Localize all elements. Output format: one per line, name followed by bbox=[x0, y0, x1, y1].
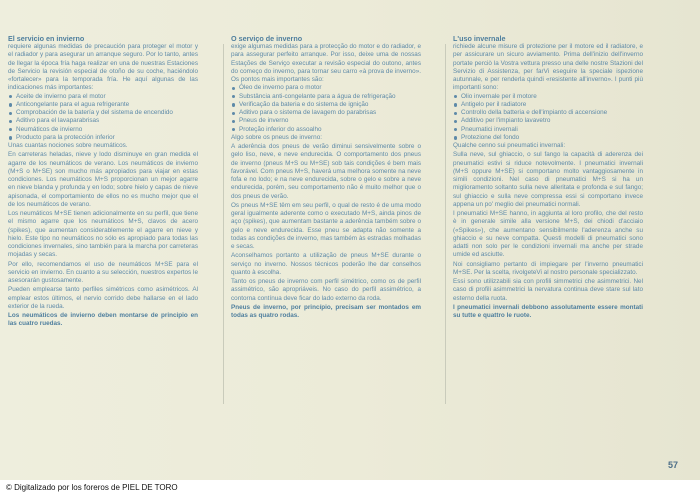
column-spanish bbox=[8, 34, 198, 434]
paragraph: Por ello, recomendamos el uso de neumáticos M+SE para el servicio en invierno. En cuanto a su selección, nuestros expertos le asesorarán gustosamente. bbox=[8, 260, 198, 284]
paragraph: Aconselhamos portanto a utilização de pneus M+SE durante o serviço no inverno. Nossos técnicos poderão lhe dar conselhos quanto à escolha. bbox=[231, 252, 421, 276]
tyre-notes-heading: Unas cuantas nociones sobre neumáticos. bbox=[8, 142, 128, 149]
column-divider bbox=[223, 44, 224, 404]
paragraph: Los neumáticos M+SE tienen adicionalmente en su perfil, que tiene el mismo agarre que los neumáticos M+S, clavos de acero (spikes), que aumentan considerablemente el agarre en nieve y hielo. Este tipo no neumáticos no sólo es apropiado para todas las condiciones invernales, sino también para la marcha por carreteras mojadas y secas. bbox=[8, 210, 198, 259]
list-item: Controllo della batteria e dell'impianto di accensione bbox=[453, 109, 643, 117]
checklist bbox=[231, 84, 421, 134]
intro-paragraph: exige algumas medidas para a protecção do motor e do radiador, e para assegurar perfeito arranque. Por isso, deixe uma de nossas Estações de Serviço executar a revisão especial do outono, antes do começo do inverno, para tornar seu carro «à prova de inverno». Os pontos mais importantes são: bbox=[231, 43, 421, 83]
closing-note: Los neumáticos de invierno deben montarse de principio en las cuatro ruedas. bbox=[8, 312, 198, 328]
list-item: Verificação da bateria e do sistema de ignição bbox=[231, 101, 421, 109]
tyre-notes-heading: Qualche cenno sui pneumatici invernali: bbox=[453, 142, 566, 149]
list-item: Neumáticos de invierno bbox=[8, 126, 198, 134]
list-item: Antigelo per il radiatore bbox=[453, 101, 643, 109]
section-heading-portuguese: O serviço de inverno bbox=[231, 34, 303, 43]
list-item: Substância anti-congelante para a água de refrigeração bbox=[231, 93, 421, 101]
list-item: Aceite de invierno para el motor bbox=[8, 93, 198, 101]
list-item: Aditivo para o sistema de lavagem do parabrisas bbox=[231, 109, 421, 117]
list-item: Óleo de inverno para o motor bbox=[231, 84, 421, 92]
paragraph: A aderência dos pneus de verão diminui sensivelmente sobre o gelo liso, neve, e neve endurecida. O comportamento dos pneus de inverno (pneus M+S ou M+SE) sob tais condições é bem mais favorável. Com pneus M+S, haverá uma melhora somente na neve fofa e no lodo; e na neve endurecida, sobre o gelo e sobre a neve endurecida, porém, seu comportamento não é muito melhor que o dos pneus de verão. bbox=[231, 143, 421, 200]
list-item: Pneus de inverno bbox=[231, 117, 421, 125]
checklist bbox=[453, 93, 643, 143]
list-item: Pneumatici invernali bbox=[453, 126, 643, 134]
intro-paragraph: richiede alcune misure di protezione per il motore ed il radiatore, e per assicurare un sicuro avviamento. Prima dell'inizio dell'inverno portate perciò la Vostra vettura presso una delle nostre Stazioni del Servizio di Assistenza, per farVi eseguire la speciale ispezione autunnale, e per renderla quindi «resistente all'inverno». I punti più importanti sono: bbox=[453, 43, 643, 92]
checklist bbox=[8, 93, 198, 143]
digitization-credit: © Digitalizado por los foreros de PIEL DE TORO bbox=[0, 480, 700, 495]
list-item: Protezione del fondo bbox=[453, 134, 643, 142]
closing-note: I pneumatici invernali debbono assolutamente essere montati su tutte e quattro le ruote. bbox=[453, 303, 643, 319]
list-item: Producto para la protección inferior bbox=[8, 134, 198, 142]
section-heading-italian: L'uso invernale bbox=[453, 34, 506, 43]
paragraph: Pueden emplearse tanto perfiles simétricos como asimétricos. Al emplear estos últimos, el nervio corrido debe hallarse en el lado exterior de la rueda. bbox=[8, 286, 198, 310]
list-item: Olio invernale per il motore bbox=[453, 93, 643, 101]
section-heading-spanish: El servicio en invierno bbox=[8, 34, 85, 43]
paragraph: En carreteras heladas, nieve y lodo disminuye en gran medida el agarre de los neumáticos de verano. Los neumáticos de invierno (M+S o M+SE) son mucho más apropiados para viajar en estas condiciones. Los neumáticos M+S proporcionan un mejor agarre en nieve blanda y profunda y en lodo; sobre hielo y capas de nieve apisonada, el comportamiento de ellos no es mucho mejor que el de los neumáticos de verano. bbox=[8, 151, 198, 208]
page-number: 57 bbox=[668, 460, 679, 470]
paragraph: I pneumatici M+SE hanno, in aggiunta al loro profilo, che del resto è in generale simile alla versione M+S, dei chiodi d'acciaio («Spikes»), che aumentano sensibilmente l'aderenza anche su ghiaccio e su neve compatta. Questi modelli di pneumatici sono adatti non solo per le condizioni invernali ma anche per strade umide ed asciutte. bbox=[453, 210, 643, 259]
tyre-notes-heading: Algo sobre os pneus de inverno: bbox=[231, 133, 322, 141]
paragraph: Sulla neve, sul ghiaccio, o sul fango la capacità di aderenza dei pneumatici estivi si riduce notevolmente. I pneumatici invernali (M+S oppure M+SE) si comportano molto vantaggiosamente in simili condizioni. Nel caso di pneumatici M+S si ha un miglioramento soltanto sulla neve alleritata e profonda e sul fango; sul ghiaccio e sulla neve compressa essi si comportano invece appena un po' meglio dei pneumatici normali. bbox=[453, 151, 643, 208]
paragraph: Tanto os pneus de inverno com perfil simétrico, como os de perfil assimétrico, são apropriáveis. No caso do perfil assimétrico, a contorna contínua deve ficar do lado externo da roda. bbox=[231, 278, 421, 302]
list-item: Proteção inferior do assoalho bbox=[231, 126, 421, 134]
column-italian bbox=[453, 34, 643, 434]
column-portuguese bbox=[231, 34, 421, 434]
column-divider bbox=[445, 44, 446, 404]
list-item: Comprobación de la batería y del sistema de encendido bbox=[8, 109, 198, 117]
list-item: Additivo per l'impianto lavavetro bbox=[453, 117, 643, 125]
list-item: Anticongelante para el agua refrigerante bbox=[8, 101, 198, 109]
intro-paragraph: requiere algunas medidas de precaución para proteger el motor y el radiador y para asegurar un arranque seguro. Por lo tanto, antes de llegar la época fría haga realizar en una de nuestras Estaciones de Servicio la revisión especial de otoño de su coche, haciéndolo «fortalecer» para la temporada fría. He aquí algunas de las indicaciones más importantes: bbox=[8, 43, 198, 92]
paragraph: Noi consigliamo pertanto di impiegare per l'inverno pneumatici M+SE. Per la scelta, rivolgeteVi al nostro personale specializzato. bbox=[453, 260, 643, 276]
paragraph: Os pneus M+SE têm em seu perfil, o qual de resto é de uma modo geral igualmente aderente como o executado M+S, ainda pinos de aço (spikes), que aumentam bastante a aderência também sobre o gelo e neve endurecida. Esse pneu se adapta não somente a todas as condições de inverno, mas também às estradas molhadas e secas. bbox=[231, 201, 421, 250]
list-item: Aditivo para el lavaparabrisas bbox=[8, 117, 198, 125]
paragraph: Essi sono utilizzabili sia con profili simmetrici che asimmetrici. Nel caso di profili asimmetrici la nervatura continua deve stare sul lato esterno della ruota. bbox=[453, 278, 643, 302]
closing-note: Pneus de inverno, por princípio, precisam ser montados em todas as quatro rodas. bbox=[231, 303, 421, 319]
